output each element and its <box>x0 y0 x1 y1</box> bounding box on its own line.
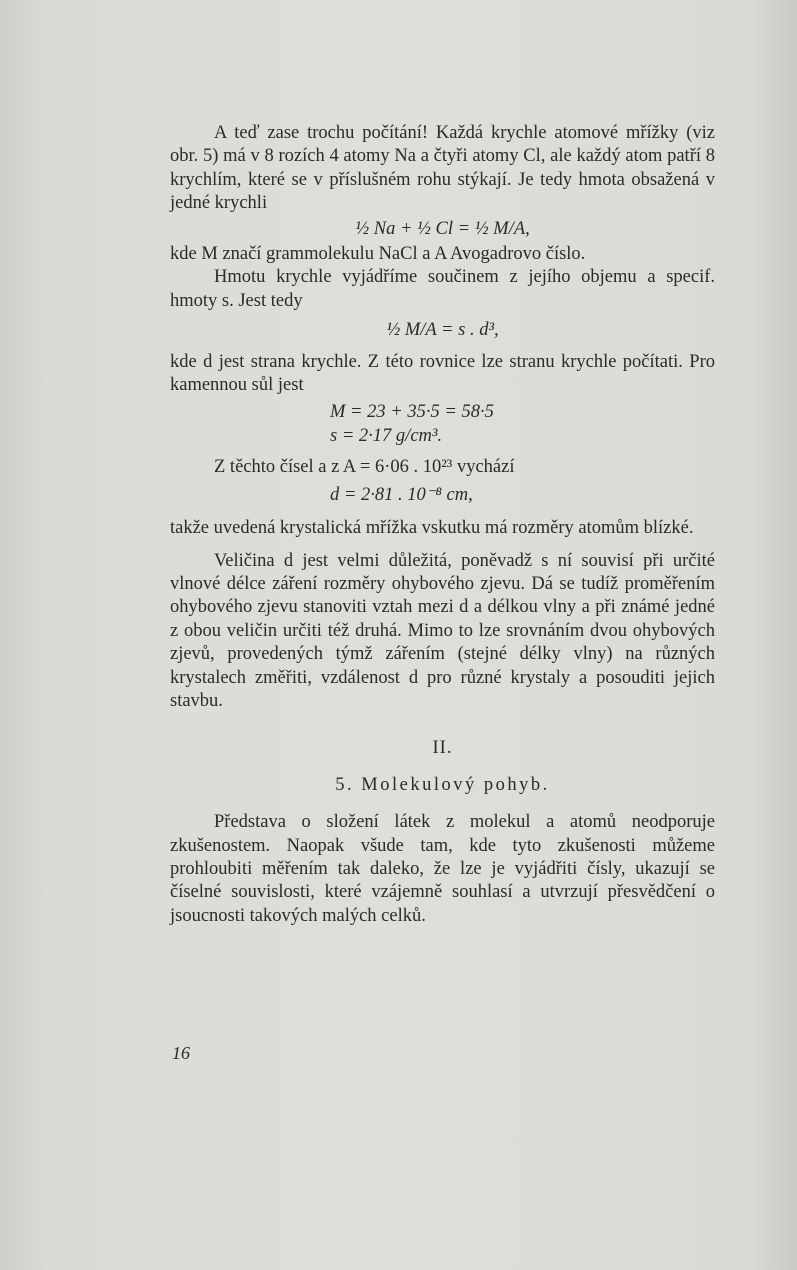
page-body <box>170 122 715 928</box>
paragraph-4: kde d jest strana krychle. Z této rovnice lze stranu krychle počítati. Pro kamennou sůl jest <box>170 351 715 396</box>
equation-4: s = 2·17 g/cm³. <box>330 425 443 446</box>
paragraph-3: Hmotu krychle vyjádříme součinem z jejího objemu a specif. hmoty s. Jest tedy <box>170 267 715 311</box>
equation-5: d = 2·81 . 10⁻⁸ cm, <box>330 484 473 505</box>
paragraph-2: kde M značí grammolekulu NaCl a A Avogadrovo číslo. <box>170 244 586 265</box>
equation-3: M = 23 + 35·5 = 58·5 <box>330 402 494 423</box>
paragraph-5: Z těchto čísel a z A = 6·06 . 10²³ vychází <box>214 457 515 478</box>
paragraph-1: A teď zase trochu počítání! Každá krychle atomové mřížky (viz obr. 5) má v 8 rozích 4 atomy Na a čtyři atomy Cl, ale každý atom patří 8 krychlím, které se v příslušném rohu stýkají. Je tedy hmota obsažená v jedné krychli <box>170 123 715 214</box>
section-title: 5. Molekulový pohyb. <box>335 774 550 795</box>
paragraph-8: Představa o složení látek z molekul a atomů neodporuje zkušenostem. Naopak všude tam, kde tyto zkušenosti můžeme prohloubiti měřením tak daleko, že lze je vyjádřiti čísly, ukazují se číselné souvislosti, které vzájemně souhlasí a utvrzují přesvědčení o jsoucnosti takových malých celků. <box>170 812 715 926</box>
page-number: 16 <box>172 1043 190 1063</box>
paragraph-7: Veličina d jest velmi důležitá, poněvadž s ní souvisí při určité vlnové délce záření rozměry ohybového zjevu. Dá se tudíž proměřením ohybového zjevu stanoviti vztah mezi d a délkou vlny a při známé jedné z obou veličin určiti též druhá. Mimo to lze srovnáním dvou ohybových zjevů, provedených týmž zářením (stejné délky vlny) na různých krystalech změřiti, vzdálenost d pro různé krystaly a posouditi jejich stavbu. <box>170 550 715 711</box>
spacer <box>170 541 715 550</box>
paragraph-6: takže uvedená krystalická mřížka vskutku má rozměry atomům blízké. <box>170 518 694 539</box>
section-number: II. <box>432 738 453 759</box>
equation-2: ½ M/A = s . d³, <box>386 320 499 341</box>
equation-1: ½ Na + ½ Cl = ½ M/A, <box>355 218 530 239</box>
